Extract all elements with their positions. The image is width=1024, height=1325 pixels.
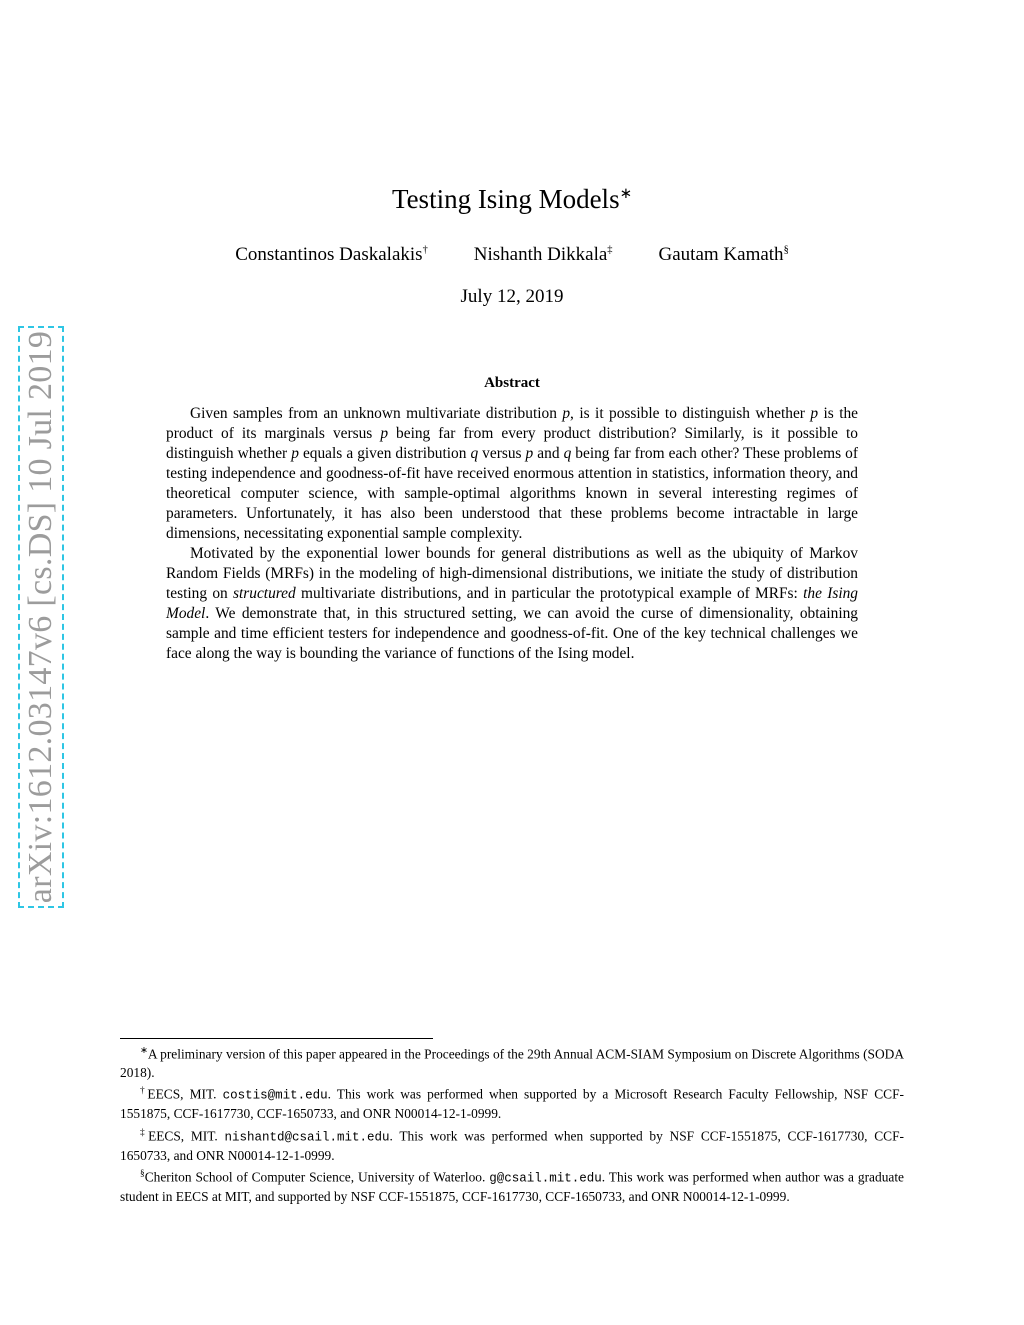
email-link[interactable]: g@csail.mit.edu [489,1171,602,1186]
abstract-text: , is it possible to distinguish whether [570,405,811,422]
abstract-text: Motivated by the exponential lower bounds for general distributions as well as the ubiquity of Markov Random Fields (MRFs) in the modeling of high-dimensional distributions, we initiate the study of distribution testing on [166,545,858,602]
author-name: Nishanth Dikkala [473,244,608,265]
emphasis: structured [233,585,296,602]
author [235,244,428,266]
arxiv-stamp-box[interactable] [18,326,64,908]
paper-title-text: Testing Ising Models [391,184,620,214]
author-name: Gautam Kamath [658,244,784,265]
math-var: p [291,445,299,462]
footnote-mark: ‡ [140,1127,149,1138]
author [474,244,613,266]
abstract-text: versus [478,445,526,462]
footnote-text: Cheriton School of Computer Science, University of Waterloo. [144,1169,490,1185]
footnote [120,1165,904,1206]
author-footnote-mark: ‡ [607,244,613,256]
footnote-text: . This work was performed when supported by a Microsoft Research Faculty Fellowship, NSF CCF-1551875, CCF-1617730, CCF-1650733, and ONR N00014-12-1-0999. [120,1086,905,1122]
footnote-text: . This work was performed when author was a graduate student in EECS at MIT, and supported by NSF CCF-1551875, CCF-1617730, CCF-1650733, and ONR N00014-12-1-0999. [120,1169,904,1205]
abstract-text: being far from every product distribution? Similarly, is it possible to distinguish whether [166,425,858,462]
author-list [0,244,1024,266]
abstract-text: is the product of its marginals versus [166,405,858,442]
title-footnote-mark: ∗ [619,186,633,202]
footnote-text: . This work was performed when supported by NSF CCF-1551875, CCF-1617730, CCF-1650733, and ONR N00014-12-1-0999. [120,1128,904,1163]
abstract-body [166,404,858,664]
email-link[interactable]: nishantd@csail.mit.edu [224,1130,390,1145]
math-var: p [525,445,534,462]
email-link[interactable]: costis@mit.edu [222,1088,328,1103]
math-var: p [380,425,389,442]
paper-date: July 12, 2019 [460,286,564,307]
author [659,244,789,266]
footnote-text: A preliminary version of this paper appeared in the Proceedings of the 29th Annual ACM-SIAM Symposium on Discrete Algorithms (SODA 2018). [120,1046,904,1080]
abstract-heading: Abstract [484,375,540,391]
abstract-text: equals a given distribution [298,445,471,462]
footnote-mark: † [140,1086,148,1097]
author-name: Constantinos Daskalakis [235,244,423,265]
math-var: p [562,405,571,422]
abstract-text: and [533,445,564,462]
emphasis: the Ising Model [166,585,858,622]
footnote-mark: ∗ [140,1046,148,1056]
footnote-mark: § [140,1169,145,1180]
footnote [120,1042,904,1082]
math-var: p [810,405,819,422]
abstract-text: being far from each other? These problems of testing independence and goodness-of-fit have received enormous attention in statistics, information theory, and theoretical computer science, with sample-optimal algorithms known in several interesting regimes of parameters. Unfortunately, it has also been understood that these problems become intractable in large dimensions, necessitating exponential sample complexity. [166,445,858,542]
author-footnote-mark: § [783,244,789,256]
arxiv-identifier[interactable]: arXiv:1612.03147v6 [cs.DS] 10 Jul 2019 [22,330,59,904]
paper-title [0,184,1024,215]
footnote [120,1124,904,1165]
abstract-text: multivariate distributions, and in particular the prototypical example of MRFs: [295,585,804,602]
footnote [120,1082,904,1123]
abstract-paragraph [166,544,858,664]
abstract-text: . We demonstrate that, in this structured setting, we can avoid the curse of dimensionality, obtaining sample and time efficient testers for independence and goodness-of-fit. One of the key technical challenges we face along the way is bounding the variance of functions of the Ising model. [166,605,858,662]
footnote-rule [120,1038,433,1039]
footnotes [120,1042,904,1207]
abstract-paragraph [166,404,858,544]
abstract-text: Given samples from an unknown multivariate distribution [190,405,563,422]
author-footnote-mark: † [422,244,428,256]
footnote-text: EECS, MIT. [148,1128,225,1144]
footnote-text: EECS, MIT. [147,1086,223,1102]
math-var: q [470,445,479,462]
math-var: q [563,445,572,462]
